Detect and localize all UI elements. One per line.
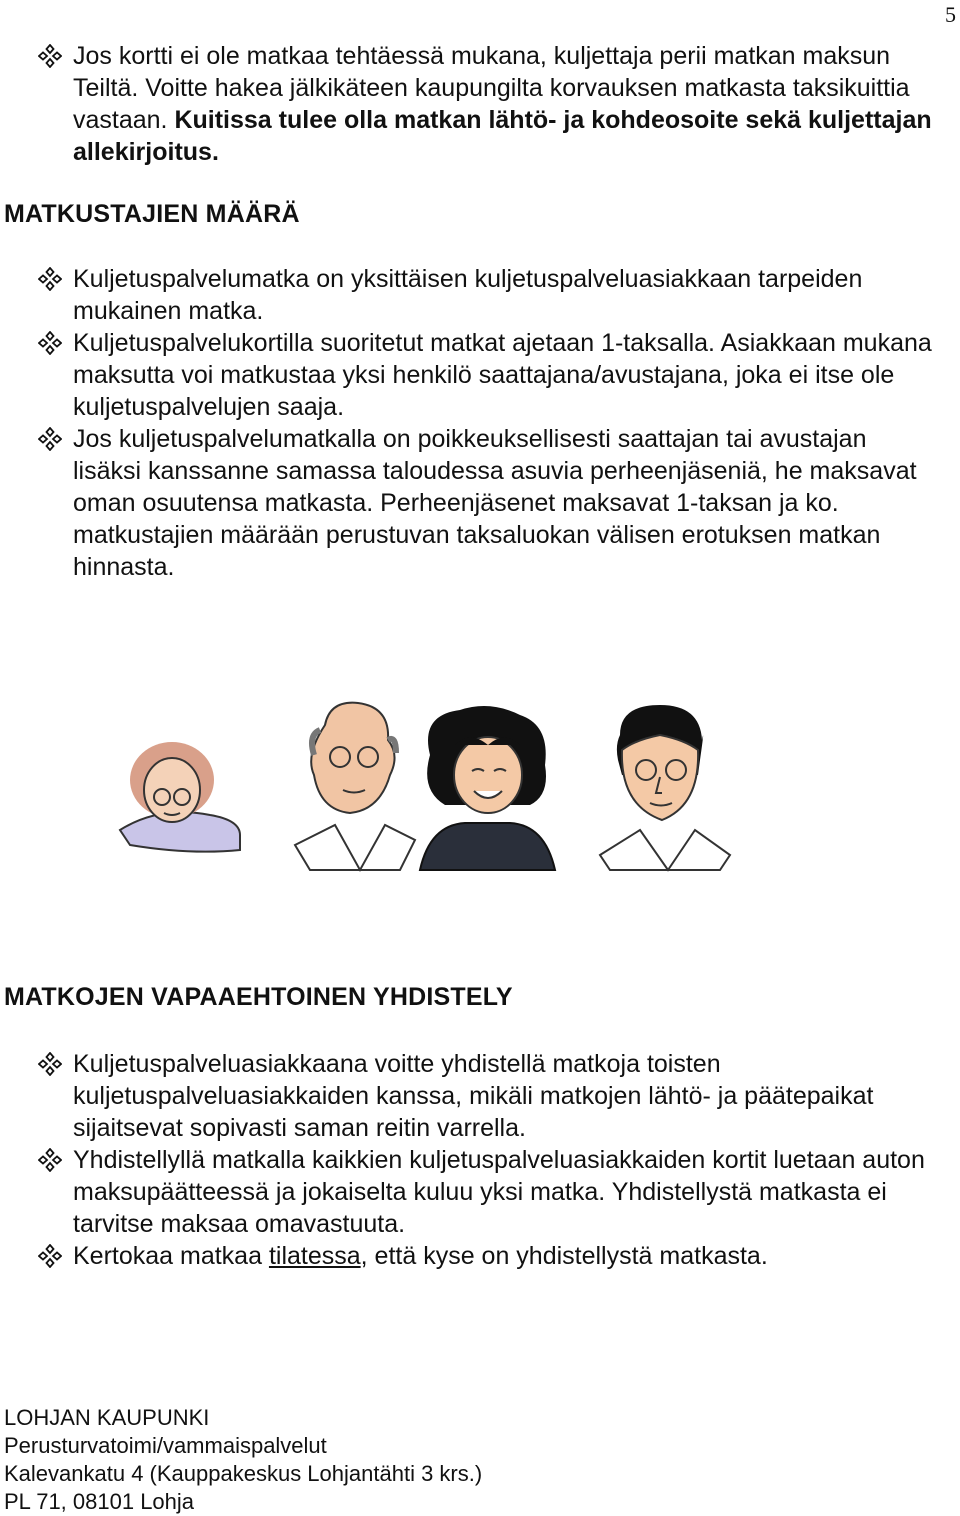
diamond-bullet-icon	[38, 427, 62, 451]
bullet-text: Kuljetuspalvelukortilla suoritetut matkat ajetaan 1-taksalla. Asiakkaan mukana maksutta voi matkustaa yksi henkilö saattajana/avustajana, joka ei itse ole kuljetuspalvelujen saaja.	[73, 329, 932, 421]
diamond-bullet-icon	[38, 1244, 62, 1268]
section-title-matkojen-yhdistely: MATKOJEN VAPAAEHTOINEN YHDISTELY	[4, 983, 513, 1011]
elderly-man-figure	[295, 703, 415, 870]
curly-haired-woman-figure	[420, 706, 555, 870]
bullet-text: Jos kortti ei ole matkaa tehtäessä mukana, kuljettaja perii matkan maksun Teiltä. Voitte hakea jälkikäteen kaupungilta korvauksen matkasta taksikuittia vastaan.	[73, 42, 910, 134]
list-item	[38, 327, 938, 423]
footer-department: Perusturvatoimi/vammaispalvelut	[4, 1433, 327, 1458]
list-item	[38, 40, 938, 168]
list-item	[38, 1144, 938, 1240]
bullet-text: Kuljetuspalvelumatka on yksittäisen kuljetuspalveluasiakkaan tarpeiden mukainen matka.	[73, 265, 863, 325]
young-man-figure	[600, 705, 730, 870]
bullet-text-bold: Kuitissa tulee olla matkan lähtö- ja kohdeosoite sekä kuljettajan allekirjoitus.	[73, 106, 932, 166]
list-item	[38, 1240, 938, 1272]
bullet-text: Kuljetuspalveluasiakkaana voitte yhdistellä matkoja toisten kuljetuspalveluasiakkaiden kanssa, mikäli matkojen lähtö- ja päätepaikat sijaitsevat sopivasti saman reitin varrella.	[73, 1050, 874, 1142]
bullet-text-after: , että kyse on yhdistellystä matkasta.	[360, 1242, 768, 1270]
diamond-bullet-icon	[38, 1052, 62, 1076]
list-item	[38, 263, 938, 327]
diamond-bullet-icon	[38, 1148, 62, 1172]
bullet-text-before: Kertokaa matkaa	[73, 1242, 269, 1270]
matkustajat-bullet-list	[38, 263, 938, 583]
top-bullet-list	[38, 40, 938, 168]
footer-postal-address: PL 71, 08101 Lohja	[4, 1489, 195, 1514]
yhdistely-bullet-list	[38, 1048, 938, 1272]
footer-organization: LOHJAN KAUPUNKI	[4, 1405, 210, 1430]
list-item	[38, 1048, 938, 1144]
people-illustration	[100, 695, 740, 885]
diamond-bullet-icon	[38, 44, 62, 68]
bullet-text: Yhdistellyllä matkalla kaikkien kuljetuspalveluasiakkaiden kortit luetaan auton maksupäätteessä ja jokaiselta kuluu yksi matka. Yhdistellystä matkasta ei tarvitse maksaa omavastuuta.	[73, 1146, 925, 1238]
footer-street-address: Kalevankatu 4 (Kauppakeskus Lohjantähti 3 krs.)	[4, 1461, 483, 1486]
bullet-text: Jos kuljetuspalvelumatkalla on poikkeuksellisesti saattajan tai avustajan lisäksi kanssanne samassa taloudessa asuvia perheenjäseniä, he maksavat oman osuutensa matkasta. Perheenjäsenet maksavat 1-taksan ja ko. matkustajien määrään perustuvan taksaluokan välisen erotuksen matkan hinnasta.	[73, 425, 917, 581]
list-item	[38, 423, 938, 583]
elderly-woman-figure	[120, 742, 240, 852]
footer-address	[4, 1404, 482, 1516]
diamond-bullet-icon	[38, 331, 62, 355]
section-title-matkustajien-maara: MATKUSTAJIEN MÄÄRÄ	[4, 200, 300, 228]
diamond-bullet-icon	[38, 267, 62, 291]
tilatessa-underlined-word: tilatessa	[268, 1242, 361, 1270]
page-number: 5	[945, 2, 956, 27]
